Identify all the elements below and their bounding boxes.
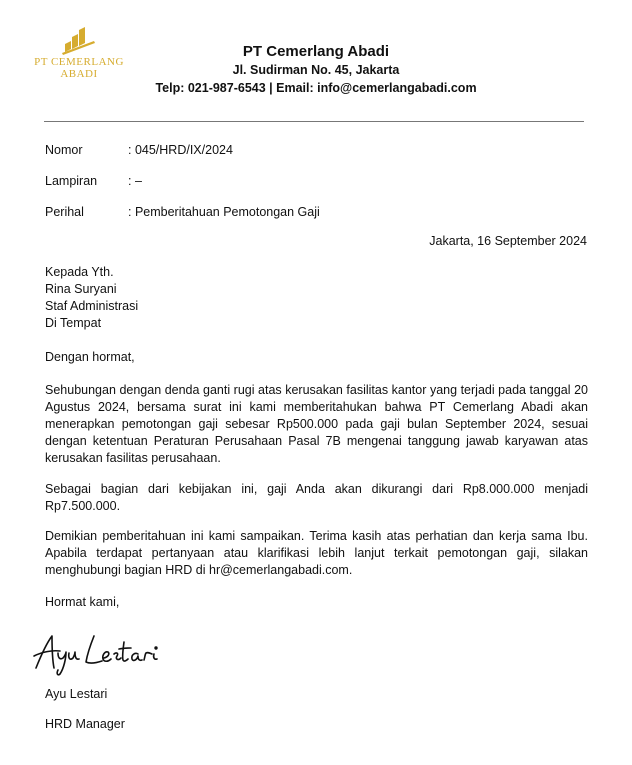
bar-chart-logo-icon	[59, 24, 99, 56]
handwritten-signature	[30, 628, 190, 676]
header-divider	[44, 121, 584, 122]
field-lampiran-value: : –	[128, 174, 142, 188]
field-nomor-label: Nomor	[45, 143, 83, 157]
recipient-position: Staf Administrasi	[45, 299, 139, 313]
company-address: Jl. Sudirman No. 45, Jakarta	[232, 63, 400, 77]
field-perihal-value: : Pemberitahuan Pemotongan Gaji	[128, 205, 320, 219]
company-contact: Telp: 021-987-6543 | Email: info@cemerlangabadi.com	[155, 81, 477, 95]
field-nomor-value: : 045/HRD/IX/2024	[128, 143, 233, 157]
logo-text-line2: ABADI	[60, 68, 98, 80]
field-lampiran	[45, 173, 142, 189]
recipient-salutation: Kepada Yth.	[45, 265, 114, 279]
closing: Hormat kami,	[45, 595, 120, 609]
body-paragraph-1: Sehubungan dengan denda ganti rugi atas kerusakan fasilitas kantor yang terjadi pada tanggal 20 Agustus 2024, bersama surat ini kami memberitahukan bahwa PT Cemerlang Abadi akan menerapkan pemotongan gaji sebesar Rp500.000 pada gaji bulan September 2024, sesuai dengan ketentuan Peraturan Perusahaan Pasal 7B mengenai tanggung jawab karyawan atas kerusakan fasilitas perusahaan.	[45, 383, 588, 465]
recipient-name: Rina Suryani	[45, 282, 117, 296]
signatory-title: HRD Manager	[45, 717, 125, 731]
letter-date: Jakarta, 16 September 2024	[429, 234, 587, 248]
signatory-name: Ayu Lestari	[45, 687, 108, 701]
field-lampiran-label: Lampiran	[45, 174, 98, 188]
recipient-location: Di Tempat	[45, 316, 102, 330]
company-logo	[24, 24, 134, 80]
body-paragraph-2: Sebagai bagian dari kebijakan ini, gaji Anda akan dikurangi dari Rp8.000.000 menjadi Rp7.500.000.	[45, 482, 588, 513]
field-perihal	[45, 204, 320, 220]
greeting: Dengan hormat,	[45, 350, 135, 364]
logo-text-line1: PT CEMERLANG	[34, 56, 124, 68]
field-perihal-label: Perihal	[45, 205, 84, 219]
letterhead	[140, 43, 492, 97]
body-paragraph-3: Demikian pemberitahuan ini kami sampaikan. Terima kasih atas perhatian dan kerja sama Ibu. Apabila terdapat pertanyaan atau klarifikasi lebih lanjut terkait pemotongan gaji, silakan menghubungi bagian HRD di hr@cemerlangabadi.com.	[45, 529, 588, 577]
recipient-block	[45, 264, 138, 332]
field-nomor	[45, 142, 233, 158]
company-name: PT Cemerlang Abadi	[242, 43, 390, 60]
